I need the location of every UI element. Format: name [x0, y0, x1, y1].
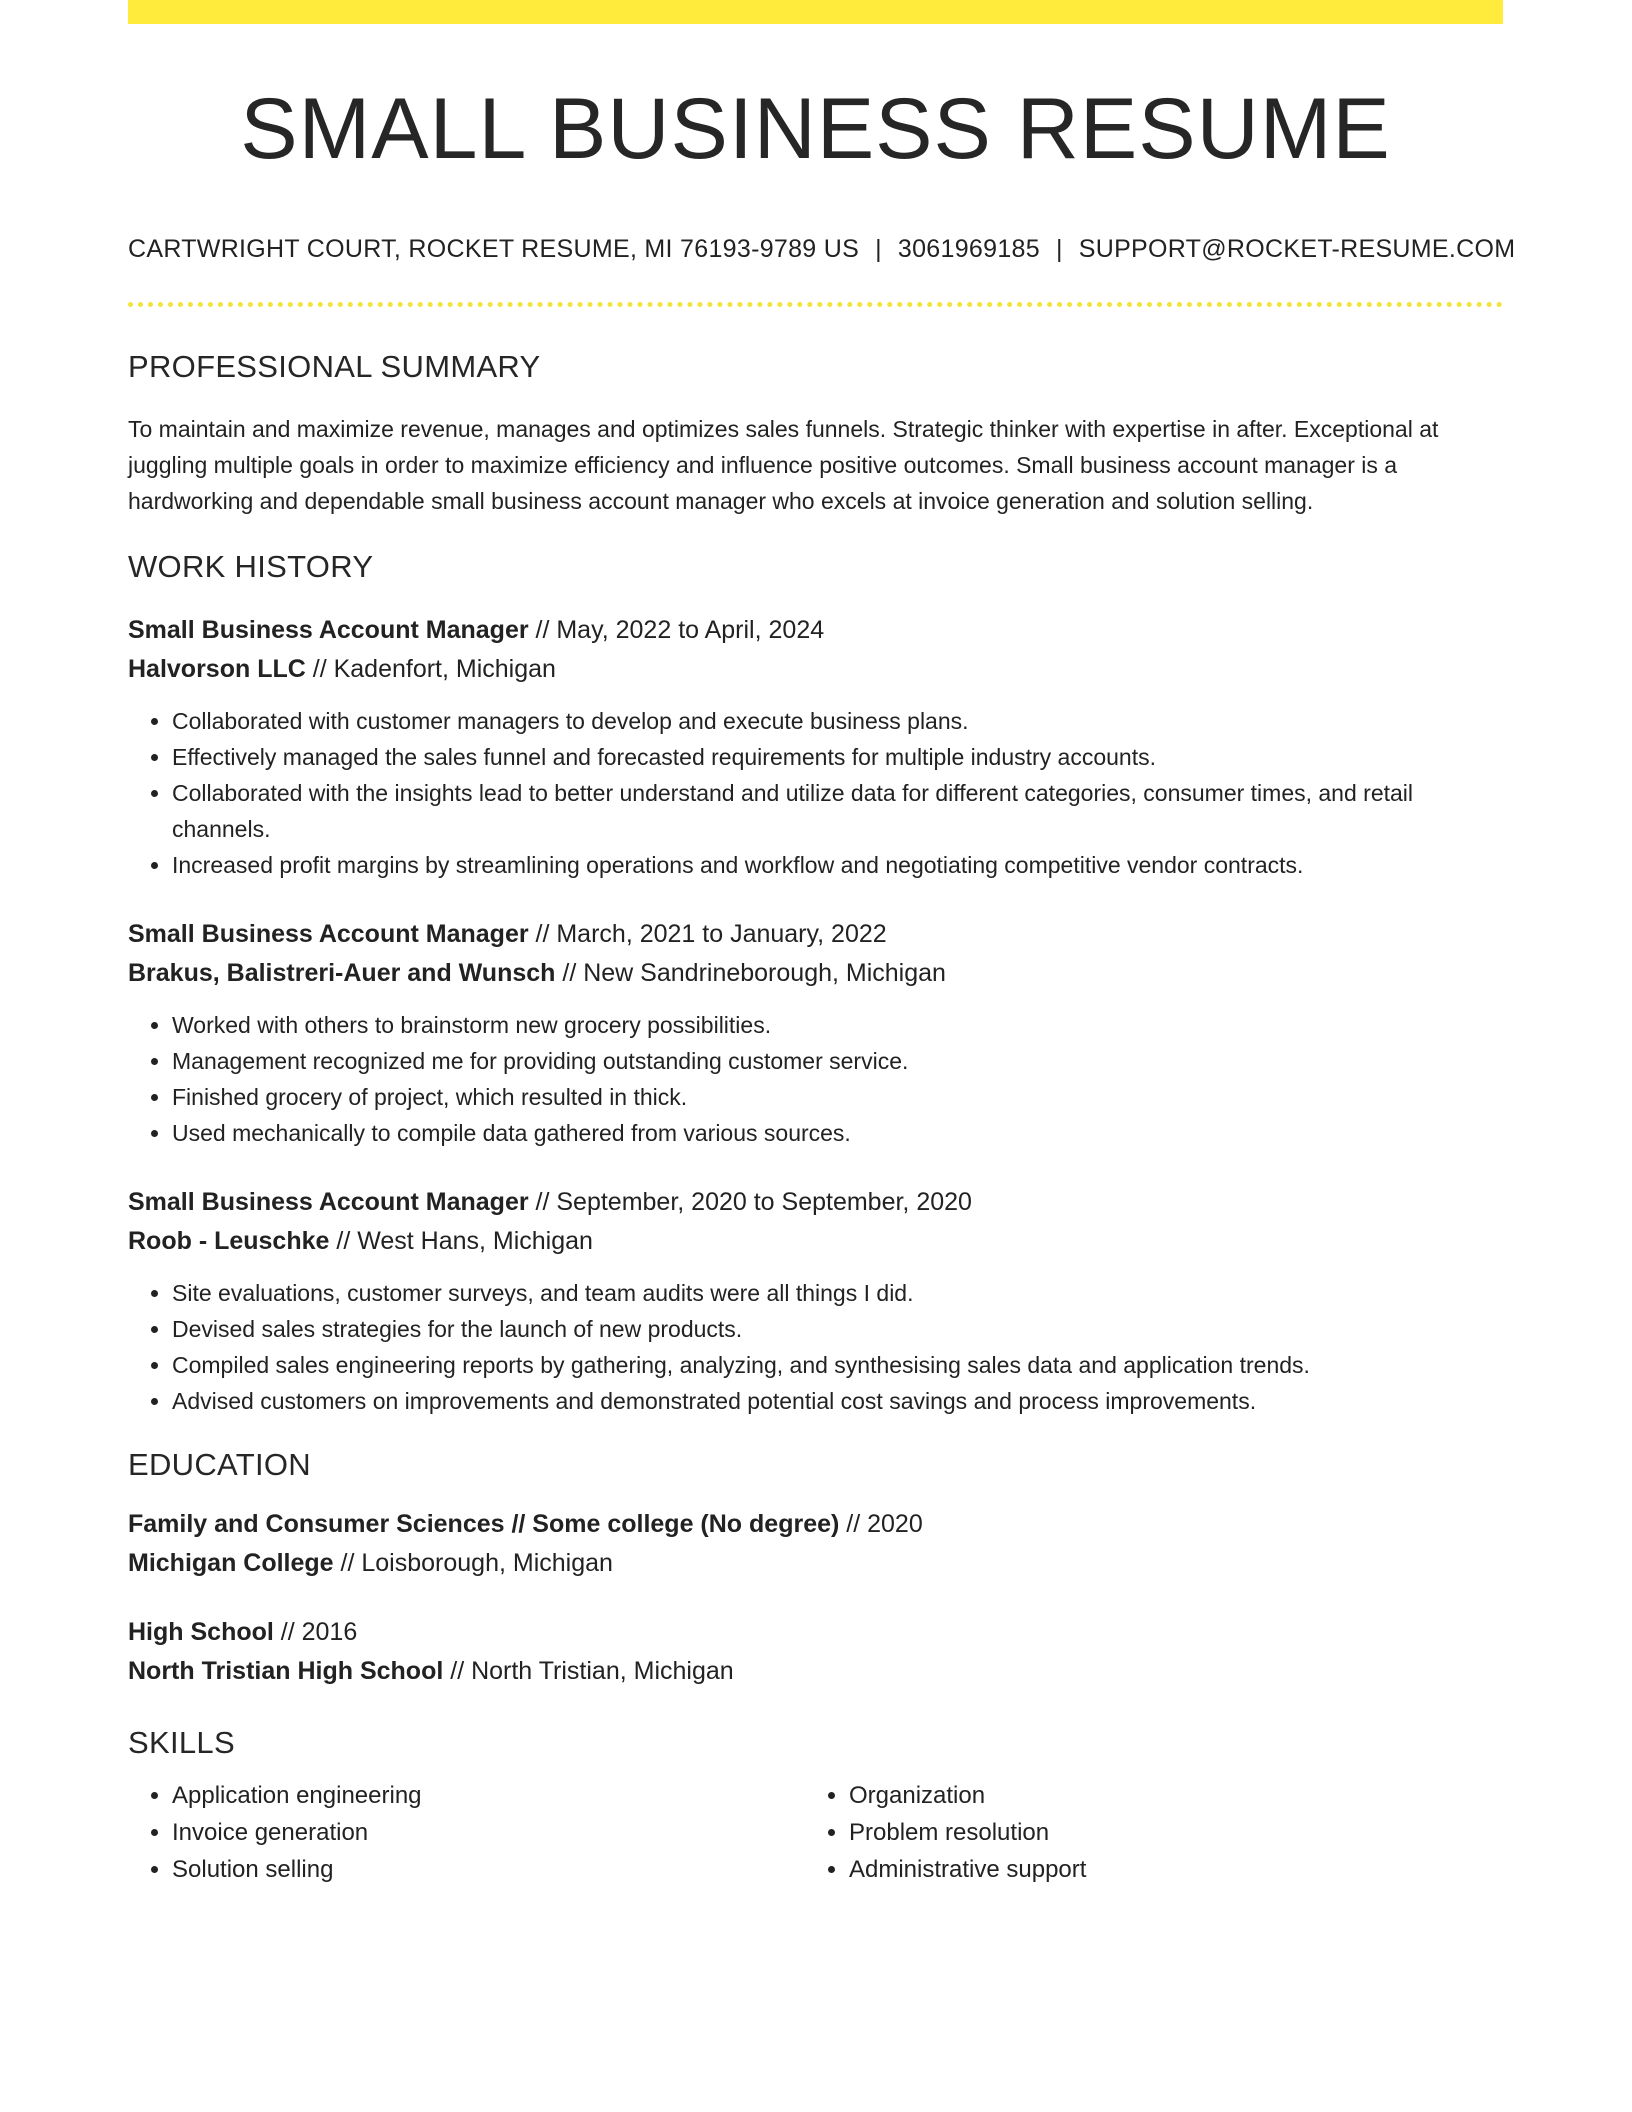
- list-item: • Administrative support: [849, 1851, 1482, 1888]
- education-year: // 2016: [273, 1617, 358, 1646]
- job-role-line: [128, 915, 1503, 954]
- job-role-line: [128, 1183, 1503, 1222]
- list-item: • Invoice generation: [172, 1814, 805, 1851]
- job-entry: [128, 915, 1503, 1151]
- education-entry: [128, 1505, 1503, 1583]
- summary-text: To maintain and maximize revenue, manages and optimizes sales funnels. Strategic thinker with expertise in after. Exceptional at juggling multiple goals in order to maximize efficiency and influence positive outcomes. Small business account manager is a hardworking and dependable small business account manager who excels at invoice generation and solution selling.: [128, 415, 1439, 514]
- list-item: • Application engineering: [172, 1777, 805, 1814]
- job-location: // West Hans, Michigan: [329, 1226, 593, 1255]
- job-dates: // September, 2020 to September, 2020: [528, 1187, 972, 1216]
- job-role-line: [128, 611, 1503, 650]
- education-location: // Loisborough, Michigan: [333, 1548, 613, 1577]
- job-location: // New Sandrineborough, Michigan: [555, 958, 946, 987]
- education-degree-line: [128, 1505, 1503, 1544]
- job-company-line: [128, 1222, 1503, 1261]
- job-bullets: [128, 1275, 1503, 1419]
- list-item: • Increased profit margins by streamlining operations and workflow and negotiating competitive vendor contracts.: [172, 847, 1503, 883]
- list-item: • Management recognized me for providing outstanding customer service.: [172, 1043, 1503, 1079]
- education-school-line: [128, 1652, 1503, 1691]
- job-company: Roob - Leuschke: [128, 1226, 330, 1255]
- contact-separator: |: [1055, 234, 1063, 263]
- education-school: North Tristian High School: [128, 1656, 444, 1685]
- job-dates: // May, 2022 to April, 2024: [528, 615, 825, 644]
- list-item: • Used mechanically to compile data gathered from various sources.: [172, 1115, 1503, 1151]
- job-role: Small Business Account Manager: [128, 919, 529, 948]
- job-company: Brakus, Balistreri-Auer and Wunsch: [128, 958, 556, 987]
- resume-title: SMALL BUSINESS RESUME: [240, 81, 1391, 177]
- contact-separator: |: [875, 234, 882, 263]
- section-title-education: EDUCATION: [128, 1446, 311, 1482]
- job-location: // Kadenfort, Michigan: [305, 654, 556, 683]
- contact-phone: 3061969185: [897, 234, 1040, 263]
- education-school: Michigan College: [128, 1548, 334, 1577]
- section-title-summary: PROFESSIONAL SUMMARY: [128, 348, 541, 384]
- list-item: • Effectively managed the sales funnel and forecasted requirements for multiple industry accounts.: [172, 739, 1503, 775]
- list-item: • Finished grocery of project, which resulted in thick.: [172, 1079, 1503, 1115]
- job-company-line: [128, 650, 1503, 689]
- job-company-line: [128, 954, 1503, 993]
- list-item: • Devised sales strategies for the launch of new products.: [172, 1311, 1503, 1347]
- education-degree-line: [128, 1613, 1503, 1652]
- job-company: Halvorson LLC: [128, 654, 306, 683]
- education-degree: Family and Consumer Sciences // Some college (No degree): [128, 1509, 840, 1538]
- skills-column-right: [805, 1777, 1482, 1888]
- job-bullets: [128, 703, 1503, 883]
- skills-list: [805, 1777, 1482, 1888]
- list-item: • Collaborated with customer managers to develop and execute business plans.: [172, 703, 1503, 739]
- skills-column-left: [128, 1777, 805, 1888]
- accent-top-bar: [128, 0, 1503, 24]
- list-item: • Compiled sales engineering reports by gathering, analyzing, and synthesising sales data and application trends.: [172, 1347, 1503, 1383]
- education-entry: [128, 1613, 1503, 1691]
- job-dates: // March, 2021 to January, 2022: [528, 919, 887, 948]
- dotted-divider: [128, 302, 1503, 307]
- section-title-work-history: WORK HISTORY: [128, 548, 374, 584]
- list-item: • Organization: [849, 1777, 1482, 1814]
- list-item: • Collaborated with the insights lead to better understand and utilize data for different categories, consumer times, and retail channels.: [172, 775, 1503, 847]
- resume-page: [128, 0, 1516, 1888]
- job-role: Small Business Account Manager: [128, 1187, 529, 1216]
- section-title-skills: SKILLS: [128, 1724, 235, 1760]
- job-role: Small Business Account Manager: [128, 615, 529, 644]
- job-entry: [128, 1183, 1503, 1419]
- education-school-line: [128, 1544, 1503, 1583]
- list-item: • Site evaluations, customer surveys, and team audits were all things I did.: [172, 1275, 1503, 1311]
- list-item: • Solution selling: [172, 1851, 805, 1888]
- job-bullets: [128, 1007, 1503, 1151]
- contact-address: CARTWRIGHT COURT, ROCKET RESUME, MI 76193-9789 US: [128, 234, 860, 263]
- job-entry: [128, 611, 1503, 883]
- education-degree: High School: [128, 1617, 274, 1646]
- contact-email: SUPPORT@ROCKET-RESUME.COM: [1078, 234, 1516, 263]
- skills-list: [128, 1777, 805, 1888]
- list-item: • Problem resolution: [849, 1814, 1482, 1851]
- list-item: • Advised customers on improvements and demonstrated potential cost savings and process improvements.: [172, 1383, 1503, 1419]
- contact-line: [128, 234, 1516, 264]
- skills-grid: [128, 1777, 1503, 1888]
- list-item: • Worked with others to brainstorm new grocery possibilities.: [172, 1007, 1503, 1043]
- education-location: // North Tristian, Michigan: [443, 1656, 734, 1685]
- education-year: // 2020: [839, 1509, 923, 1538]
